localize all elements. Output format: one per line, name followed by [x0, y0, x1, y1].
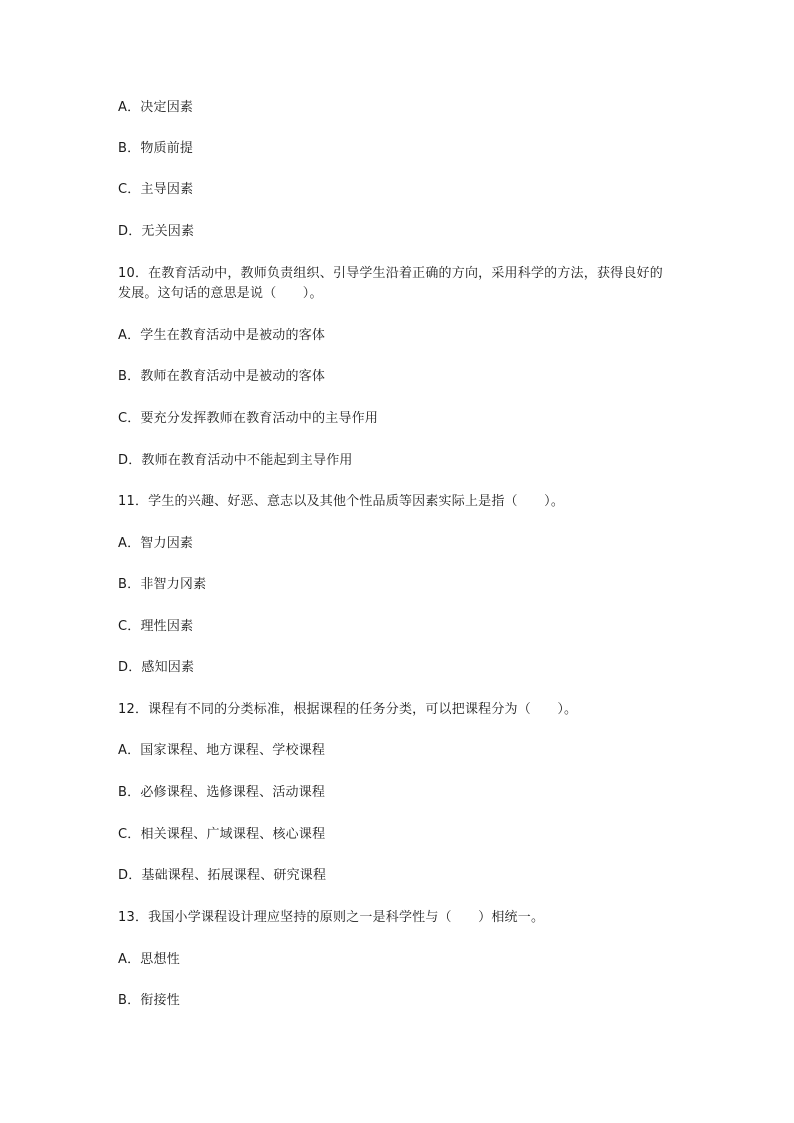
option-d-q12: D．基础课程、拓展课程、研究课程 — [118, 868, 327, 883]
option-a-q11: A．智力因素 — [118, 536, 194, 551]
option-a-q10: A．学生在教育活动中是被动的客体 — [118, 328, 326, 343]
option-c-q9: C．主导因素 — [118, 182, 194, 197]
option-a-q13: A．思想性 — [118, 952, 180, 967]
option-c-q10: C．要充分发挥教师在教育活动中的主导作用 — [118, 411, 379, 426]
question-10: 10．在教育活动中，教师负责组织、引导学生沿着正确的方向，采用科学的方法，获得良好的发展。这句话的意思是说（ ）。 — [118, 266, 663, 301]
option-b-q13: B．衔接性 — [118, 993, 180, 1008]
option-d-q10: D．教师在教育活动中不能起到主导作用 — [118, 453, 353, 468]
option-d-q11: D．感知因素 — [118, 660, 195, 675]
option-a-q9: A．决定因素 — [118, 100, 194, 115]
option-b-q11: B．非智力冈素 — [118, 577, 207, 592]
option-a-q12: A．国家课程、地方课程、学校课程 — [118, 743, 326, 758]
option-c-q11: C．理性因素 — [118, 619, 194, 634]
question-13: 13．我国小学课程设计理应坚持的原则之一是科学性与（ ）相统一。 — [118, 910, 545, 925]
option-d-q9: D．无关因素 — [118, 224, 195, 239]
option-b-q10: B．教师在教育活动中是被动的客体 — [118, 369, 326, 384]
option-b-q9: B．物质前提 — [118, 141, 194, 156]
option-c-q12: C．相关课程、广域课程、核心课程 — [118, 827, 326, 842]
option-b-q12: B．必修课程、选修课程、活动课程 — [118, 785, 326, 800]
question-12: 12．课程有不同的分类标准，根据课程的任务分类，可以把课程分为（ ）。 — [118, 702, 578, 717]
question-11: 11．学生的兴趣、好恶、意志以及其他个性品质等因素实际上是指（ ）。 — [118, 494, 565, 509]
